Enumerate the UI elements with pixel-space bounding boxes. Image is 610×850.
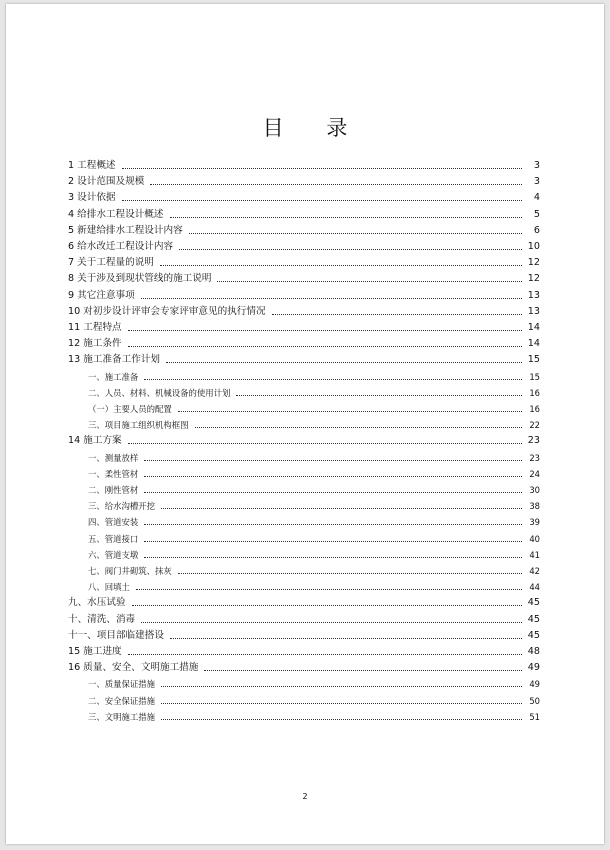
toc-entry-label: 八、回填土	[88, 582, 130, 593]
dot-leader	[170, 637, 522, 639]
toc-entry[interactable]	[68, 561, 540, 577]
toc-entry[interactable]	[68, 480, 540, 496]
dot-leader	[189, 232, 522, 234]
toc-entry-page-number: 14	[527, 338, 540, 350]
toc-entry-page-number: 38	[529, 501, 540, 512]
toc-entry[interactable]	[68, 658, 540, 674]
dot-leader	[144, 459, 522, 461]
toc-entry-page-number: 40	[529, 533, 540, 544]
toc-entry-page-number: 15	[527, 354, 540, 366]
toc-entry-page-number: 23	[529, 452, 540, 463]
toc-entry-label: 九、水压试验	[68, 597, 126, 609]
page-number: 2	[302, 792, 308, 801]
toc-entry-label: 三、文明施工措施	[88, 711, 155, 722]
page-title: 目 录	[262, 116, 366, 140]
toc-entry[interactable]	[68, 415, 540, 431]
toc-entry-label: 一、施工准备	[88, 371, 139, 382]
toc-entry-label: 十、清洗、消毒	[68, 613, 136, 625]
dot-leader	[144, 475, 522, 477]
toc-entry-page-number: 42	[529, 566, 540, 576]
dot-leader	[272, 313, 522, 315]
toc-entry-page-number: 12	[527, 273, 540, 285]
toc-entry-label: 一、质量保证措施	[88, 679, 155, 690]
toc-entry-page-number: 3	[533, 160, 540, 171]
toc-entry[interactable]	[68, 253, 540, 269]
dot-leader	[166, 361, 522, 363]
toc-entry-page-number: 5	[533, 208, 540, 220]
toc-entry-page-number: 44	[529, 582, 540, 593]
dot-leader	[161, 702, 522, 704]
toc-entry[interactable]	[68, 302, 540, 318]
toc-entry[interactable]	[68, 156, 540, 172]
toc-entry-label: 3 设计依据	[68, 192, 116, 204]
toc-entry[interactable]	[68, 286, 540, 302]
toc-entry-label: 6 给水改迁工程设计内容	[68, 241, 174, 252]
toc-entry-page-number: 13	[527, 305, 540, 317]
toc-entry-label: 一、柔性管材	[88, 468, 139, 479]
dot-leader	[128, 329, 522, 331]
toc-entry-label: 四、管道安装	[88, 517, 139, 528]
toc-entry-page-number: 13	[527, 289, 540, 301]
toc-entry[interactable]	[68, 577, 540, 593]
dot-leader	[161, 507, 522, 509]
dot-leader	[161, 718, 522, 720]
toc-entry-page-number: 14	[527, 322, 540, 333]
toc-entry-page-number: 48	[527, 646, 540, 657]
toc-entry[interactable]	[68, 496, 540, 512]
toc-entry-label: 13 施工准备工作计划	[68, 354, 161, 366]
toc-entry-label: 二、刚性管材	[88, 485, 139, 495]
toc-entry-label: 8 关于涉及到现状管线的施工说明	[68, 273, 212, 285]
toc-entry-page-number: 22	[529, 420, 540, 431]
dot-leader	[141, 621, 522, 623]
dot-leader	[122, 199, 522, 201]
toc-entry-page-number: 16	[529, 404, 540, 414]
dot-leader	[161, 685, 522, 687]
toc-entry[interactable]	[68, 593, 540, 609]
toc-entry[interactable]	[68, 399, 540, 415]
toc-entry-label: （一）主要人员的配置	[88, 404, 172, 414]
dot-leader	[144, 491, 522, 493]
dot-leader	[132, 604, 522, 606]
dot-leader	[144, 540, 522, 542]
dot-leader	[150, 183, 522, 185]
toc-entry[interactable]	[68, 221, 540, 237]
dot-leader	[178, 410, 522, 412]
toc-entry-page-number: 12	[527, 257, 540, 269]
dot-leader	[128, 653, 522, 655]
toc-entry-page-number: 39	[529, 517, 540, 528]
toc-entry[interactable]	[68, 350, 540, 366]
toc-entry-page-number: 15	[529, 371, 540, 382]
toc-entry[interactable]	[68, 269, 540, 285]
toc-entry[interactable]	[68, 383, 540, 399]
toc-entry-page-number: 51	[529, 711, 540, 722]
toc-entry[interactable]	[68, 610, 540, 626]
dot-leader	[178, 572, 522, 574]
toc-entry-label: 十一、项目部临建搭设	[68, 629, 164, 641]
toc-entry-label: 七、阀门井砌筑、抹灰	[88, 566, 172, 576]
toc-entry[interactable]	[68, 334, 540, 350]
toc-entry[interactable]	[68, 237, 540, 253]
toc-entry-page-number: 45	[527, 613, 540, 625]
dot-leader	[122, 167, 522, 169]
toc-entry[interactable]	[68, 188, 540, 204]
dot-leader	[236, 394, 522, 396]
dot-leader	[144, 556, 522, 558]
dot-leader	[179, 248, 522, 250]
toc-entry-label: 六、管道支墩	[88, 549, 139, 560]
toc-entry[interactable]	[68, 642, 540, 658]
toc-entry-label: 三、给水沟槽开挖	[88, 501, 155, 512]
toc-entry-page-number: 41	[529, 549, 540, 560]
toc-entry-page-number: 49	[529, 679, 540, 690]
toc-entry[interactable]	[68, 172, 540, 188]
toc-entry-label: 三、项目施工组织机构框图	[88, 420, 189, 431]
toc-entry-page-number: 6	[533, 224, 540, 236]
toc-entry-label: 14 施工方案	[68, 435, 122, 447]
toc-entry-label: 五、管道接口	[88, 533, 139, 544]
toc-entry[interactable]	[68, 545, 540, 561]
toc-entry[interactable]	[68, 674, 540, 690]
dot-leader	[144, 378, 522, 380]
toc-entry-page-number: 4	[533, 192, 540, 204]
dot-leader	[217, 280, 521, 282]
dot-leader	[128, 442, 522, 444]
toc-entry-label: 2 设计范围及规模	[68, 176, 145, 188]
dot-leader	[160, 264, 522, 266]
toc-entry-label: 二、人员、材料、机械设备的使用计划	[88, 387, 231, 398]
toc-entry-label: 二、安全保证措施	[88, 695, 155, 706]
dot-leader	[128, 345, 522, 347]
toc-entry[interactable]	[68, 448, 540, 464]
toc-entry-page-number: 30	[529, 485, 540, 495]
toc-entry[interactable]	[68, 464, 540, 480]
toc-entry-label: 9 其它注意事项	[68, 289, 135, 301]
toc-entry-label: 10 对初步设计评审会专家评审意见的执行情况	[68, 305, 266, 317]
toc-entry-page-number: 23	[527, 435, 540, 447]
dot-leader	[144, 523, 522, 525]
toc-entry[interactable]	[68, 707, 540, 723]
toc-entry[interactable]	[68, 529, 540, 545]
toc-entry-label: 7 关于工程量的说明	[68, 257, 154, 269]
toc-entry[interactable]	[68, 691, 540, 707]
toc-entry-page-number: 50	[529, 695, 540, 706]
toc-entry-label: 12 施工条件	[68, 338, 122, 350]
toc-entry-page-number: 16	[529, 387, 540, 398]
toc-entry-label: 1 工程概述	[68, 160, 116, 171]
toc-entry-page-number: 10	[527, 241, 540, 252]
toc-entry[interactable]	[68, 626, 540, 642]
toc-entry-label: 5 新建给排水工程设计内容	[68, 224, 183, 236]
toc-entry-label: 一、测量放样	[88, 452, 139, 463]
toc-entry-page-number: 24	[529, 468, 540, 479]
dot-leader	[195, 426, 523, 428]
dot-leader	[170, 216, 523, 218]
toc-entry[interactable]	[68, 318, 540, 334]
dot-leader	[204, 669, 521, 671]
dot-leader	[141, 297, 522, 299]
document-page	[6, 4, 604, 844]
toc-entry-page-number: 45	[527, 629, 540, 641]
toc-entry-page-number: 45	[527, 597, 540, 609]
toc-entry-label: 16 质量、安全、文明施工措施	[68, 662, 199, 674]
toc-entry-page-number: 49	[527, 662, 540, 674]
toc-entry[interactable]	[68, 205, 540, 221]
toc-entry-label: 15 施工进度	[68, 646, 122, 657]
toc-entry[interactable]	[68, 431, 540, 447]
toc-entry-label: 11 工程特点	[68, 322, 122, 333]
dot-leader	[136, 588, 522, 590]
toc-entry[interactable]	[68, 367, 540, 383]
toc-entry-page-number: 3	[533, 176, 540, 188]
toc-entry-label: 4 给排水工程设计概述	[68, 208, 164, 220]
toc-entry[interactable]	[68, 512, 540, 528]
